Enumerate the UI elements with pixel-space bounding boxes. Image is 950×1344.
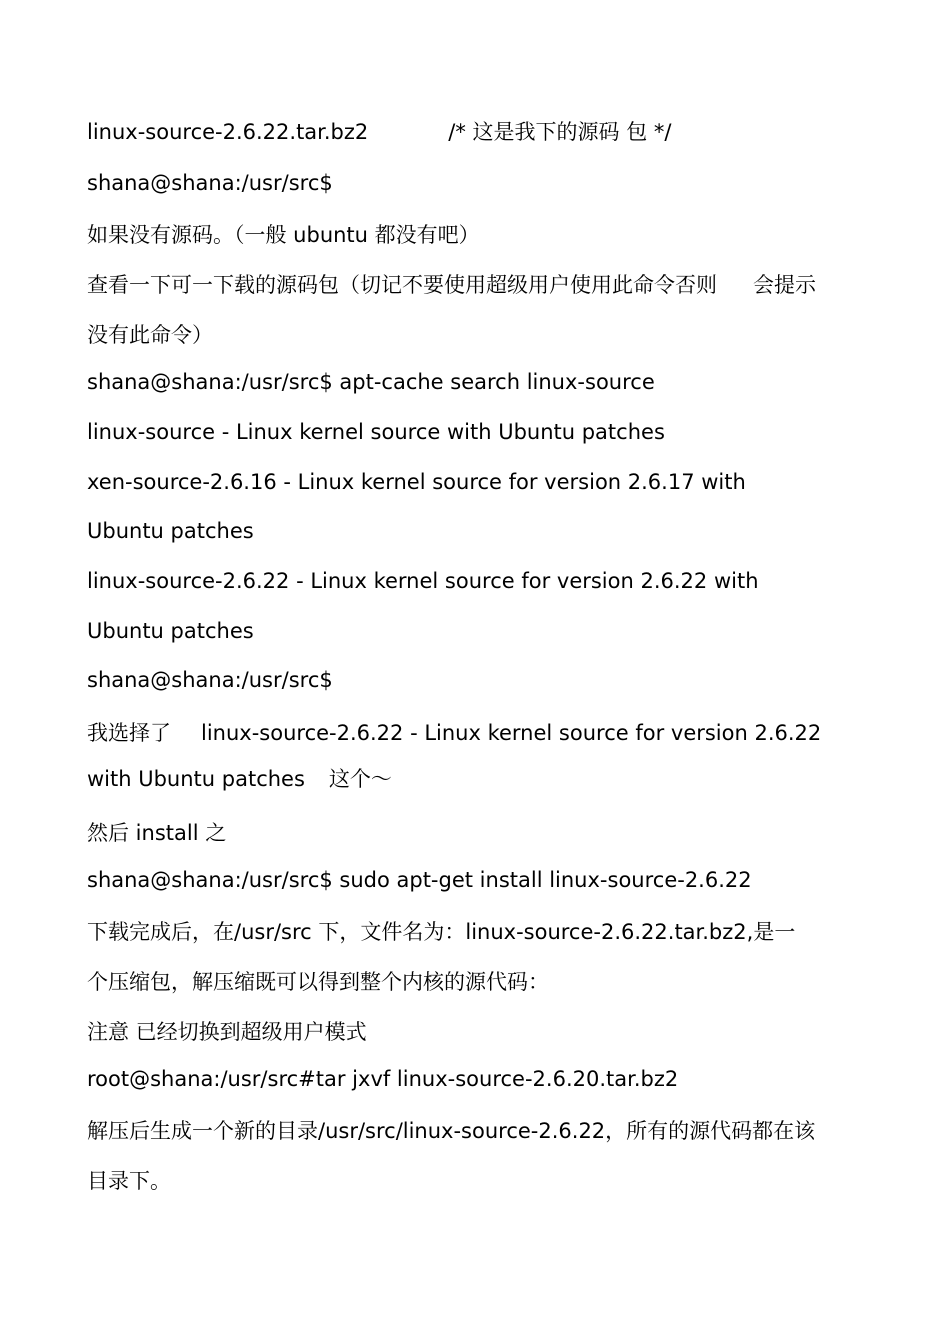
selected-package-suffix: 这个～ <box>328 767 392 791</box>
text-line-tar-command: root@shana:/usr/src#tar jxvf linux-source-2.6.20.tar.bz2 <box>87 1067 679 1091</box>
selected-package-label: 我选择了 <box>87 721 171 745</box>
text-line-selected-package <box>87 719 821 747</box>
text-line-check-packages <box>87 271 816 299</box>
text-line-search-result-3: linux-source-2.6.22 - Linux kernel source for version 2.6.22 with <box>87 569 759 593</box>
text-line-apt-cache-search: shana@shana:/usr/src$ apt-cache search linux-source <box>87 370 655 394</box>
text-line-search-result-2-cont: Ubuntu patches <box>87 519 254 543</box>
source-package-comment: /* 这是我下的源码 包 */ <box>448 120 672 144</box>
text-line-search-result-1: linux-source - Linux kernel source with Ubuntu patches <box>87 420 665 444</box>
text-line-shell-prompt: shana@shana:/usr/src$ <box>87 171 333 195</box>
text-line-then-install: 然后 install 之 <box>87 821 227 845</box>
selected-package-name-cont: with Ubuntu patches <box>87 767 305 791</box>
text-line-no-command: 没有此命令） <box>87 323 213 347</box>
text-line-apt-get-install: shana@shana:/usr/src$ sudo apt-get install linux-source-2.6.22 <box>87 868 752 892</box>
text-line-superuser-note: 注意 已经切换到超级用户模式 <box>87 1020 367 1044</box>
text-line-search-result-3-cont: Ubuntu patches <box>87 619 254 643</box>
text-line-selected-package-cont <box>87 765 392 793</box>
text-line-extract-result-cont: 目录下。 <box>87 1169 171 1193</box>
source-package-filename: linux-source-2.6.22.tar.bz2 <box>87 120 369 144</box>
text-line-download-complete: 下载完成后，在/usr/src 下，文件名为：linux-source-2.6.22.tar.bz2,是一 <box>87 920 796 944</box>
text-line-extract-result: 解压后生成一个新的目录/usr/src/linux-source-2.6.22，所有的源代码都在该 <box>87 1119 816 1143</box>
text-line-archive-note: 个压缩包，解压缩既可以得到整个内核的源代码： <box>87 970 549 994</box>
text-line-shell-prompt-2: shana@shana:/usr/src$ <box>87 668 333 692</box>
text-line-source-package <box>87 118 671 146</box>
selected-package-name: linux-source-2.6.22 - Linux kernel source for version 2.6.22 <box>201 721 822 745</box>
text-line-no-source-note: 如果没有源码。（一般 ubuntu 都没有吧） <box>87 223 480 247</box>
text-line-search-result-2: xen-source-2.6.16 - Linux kernel source for version 2.6.17 with <box>87 470 746 494</box>
check-packages-text: 查看一下可一下载的源码包（切记不要使用超级用户使用此命令否则 <box>87 273 717 297</box>
check-packages-text-end: 会提示 <box>753 273 816 297</box>
